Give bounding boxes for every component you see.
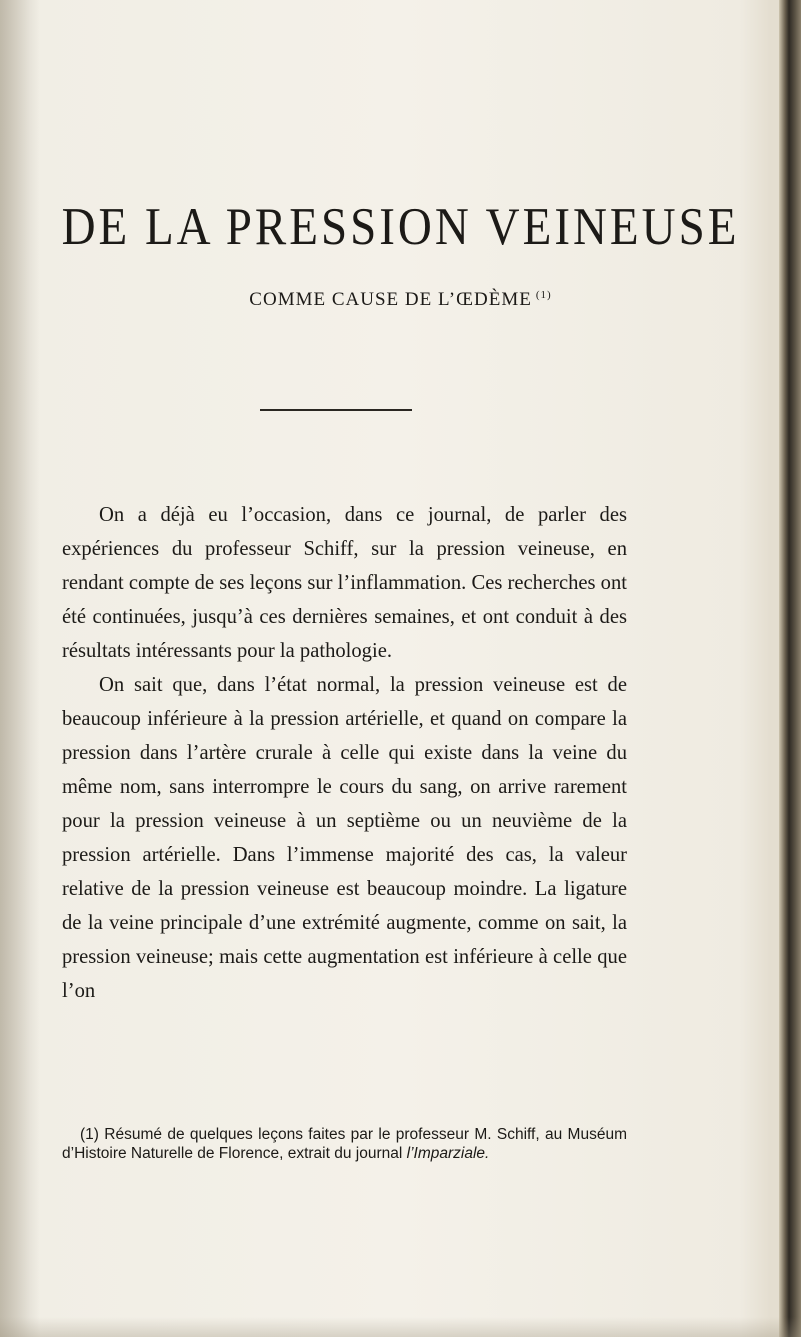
footnote-marker: (1) [80,1126,99,1143]
footnote-text: Résumé de quelques leçons faites par le professeur M. Schiff, au Muséum d’Histoire Naturelle de Florence, extrait du journal [62,1126,627,1162]
footnote-journal: l’Imparziale. [406,1145,490,1162]
page-title: DE LA PRESSION VEINEUSE [61,197,740,257]
footnote [62,1125,627,1163]
body-text [62,498,627,1008]
page-bottom-shadow [0,1317,801,1337]
title-divider [260,409,412,411]
page-subtitle [0,289,801,311]
footnote-reference: (1) [535,289,552,301]
paragraph: On a déjà eu l’occasion, dans ce journal, de parler des expériences du professeur Schiff, sur la pression veineuse, en rendant compte de ses leçons sur l’inflammation. Ces recherches ont été continuées, jusqu’à ces dernières semaines, et ont conduit à des résultats intéressants pour la pathologie. [62,504,628,662]
paragraph: On sait que, dans l’état normal, la pression veineuse est de beaucoup inférieure à la pression artérielle, et quand on compare la pression dans l’artère crurale à celle qui existe dans la veine du même nom, sans interrompre le cours du sang, on arrive rarement pour la pression veineuse à un septième ou un neuvième de la pression artérielle. Dans l’immense majorité des cas, la valeur relative de la pression veineuse est beaucoup moindre. La ligature de la veine principale d’une extrémité augmente, comme on sait, la pression veineuse; mais cette augmentation est inférieure à celle que l’on [62,674,627,1002]
subtitle-text: COMME CAUSE DE L’ŒDÈME [249,289,532,310]
